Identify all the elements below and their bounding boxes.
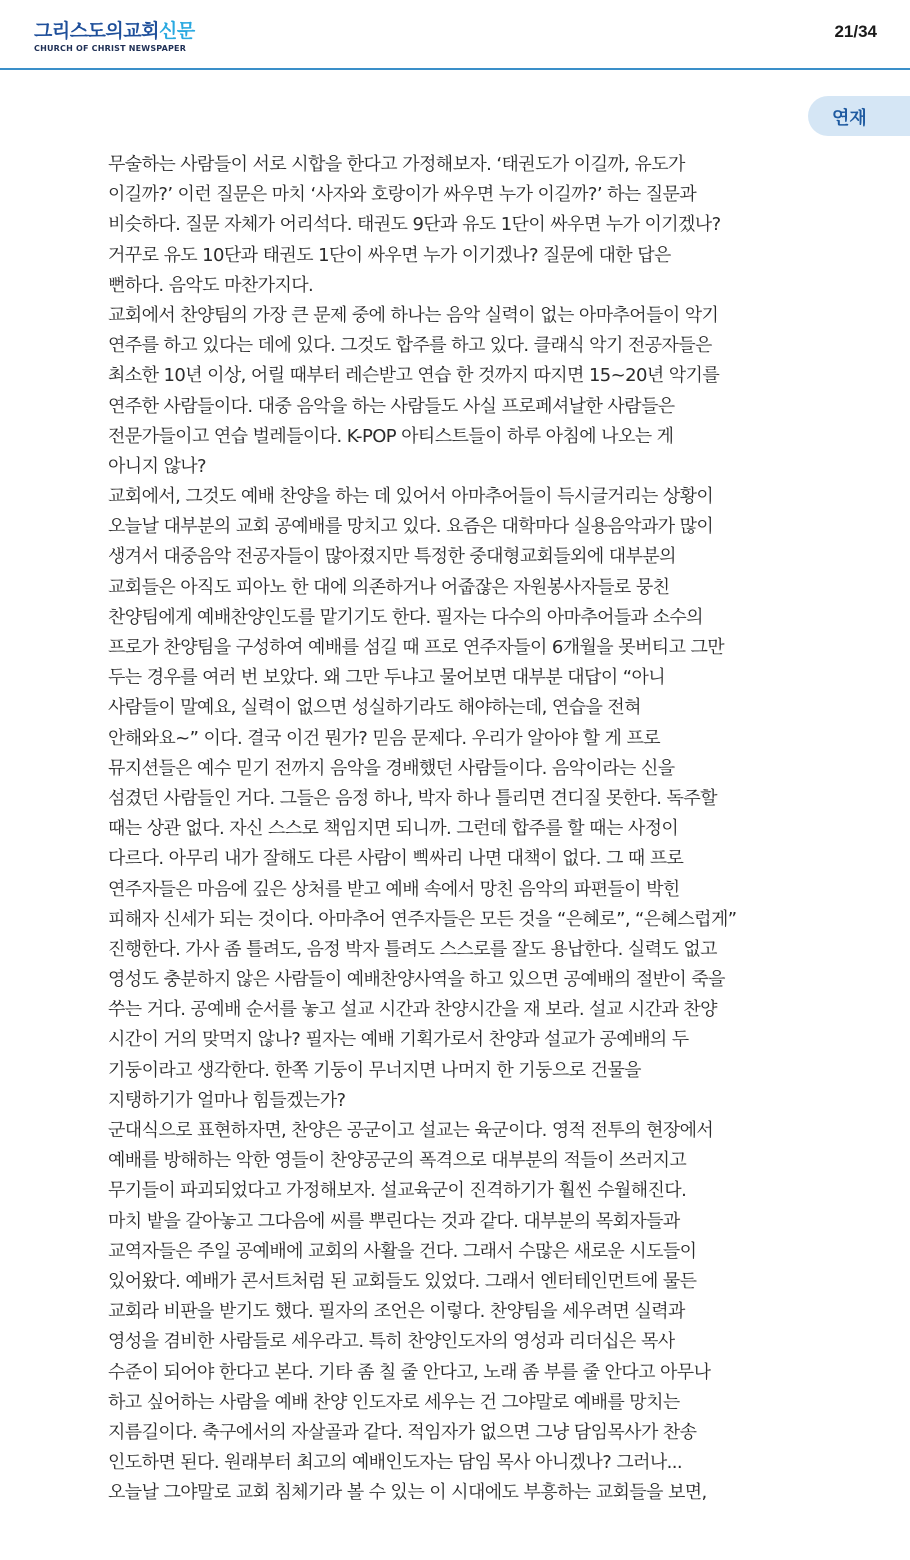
article-line: 두는 경우를 여러 번 보았다. 왜 그만 두냐고 물어보면 대부분 대답이 “아니 <box>108 667 666 689</box>
newspaper-logo <box>34 20 195 54</box>
article-line: 교회들은 아직도 피아노 한 대에 의존하거나 어줍잖은 자원봉사자들로 뭉친 <box>108 576 670 598</box>
page-number: 21/34 <box>834 22 877 41</box>
article-line: 무기들이 파괴되었다고 가정해보자. 설교육군이 진격하기가 훨씬 수월해진다. <box>108 1180 687 1202</box>
article-line: 무술하는 사람들이 서로 시합을 한다고 가정해보자. ‘태권도가 이길까, 유도가 <box>108 154 685 175</box>
article-line: 진행한다. 가사 좀 틀려도, 음정 박자 틀려도 스스로를 잘도 용납한다. 실력도 없고 <box>108 938 717 960</box>
logo-korean-title <box>34 20 195 42</box>
article-line: 하고 싶어하는 사람을 예배 찬양 인도자로 세우는 건 그야말로 예배를 망치는 <box>108 1391 680 1413</box>
article-line: 안해와요~” 이다. 결국 이건 뭔가? 믿음 문제다. 우리가 알아야 할 게 프로 <box>108 727 661 749</box>
article-line: 최소한 10년 이상, 어릴 때부터 레슨받고 연습 한 것까지 따지면 15~20년 악기를 <box>108 365 720 387</box>
article-body <box>108 150 808 1508</box>
article-line: 교회에서 찬양팀의 가장 큰 문제 중에 하나는 음악 실력이 없는 아마추어들이 악기 <box>108 304 719 326</box>
article-line: 지탱하기가 얼마나 힘들겠는가? <box>108 1089 346 1111</box>
article-line: 사람들이 말예요, 실력이 없으면 성실하기라도 해야하는데, 연습을 전혀 <box>108 697 641 719</box>
article-line: 이길까?’ 이런 질문은 마치 ‘사자와 호랑이가 싸우면 누가 이길까?’ 하는 질문과 <box>108 184 697 206</box>
article-line: 교회라 비판을 받기도 했다. 필자의 조언은 이렇다. 찬양팀을 세우려면 실력과 <box>108 1301 685 1323</box>
article-line: 수준이 되어야 한다고 본다. 기타 좀 칠 줄 안다고, 노래 좀 부를 줄 안다고 아무나 <box>108 1361 711 1383</box>
article-line: 영성도 충분하지 않은 사람들이 예배찬양사역을 하고 있으면 공예배의 절반이 죽을 <box>108 969 725 991</box>
article-line: 마치 밭을 갈아놓고 그다음에 씨를 뿌린다는 것과 같다. 대부분의 목회자들과 <box>108 1210 680 1232</box>
article-line: 있어왔다. 예배가 콘서트처럼 된 교회들도 있었다. 그래서 엔터테인먼트에 물든 <box>108 1270 697 1292</box>
page-header <box>0 0 910 70</box>
article-line: 연주를 하고 있다는 데에 있다. 그것도 합주를 하고 있다. 클래식 악기 전공자들은 <box>108 335 712 357</box>
article-line: 연주한 사람들이다. 대중 음악을 하는 사람들도 사실 프로페셔날한 사람들은 <box>108 395 675 417</box>
article-line: 비슷하다. 질문 자체가 어리석다. 태권도 9단과 유도 1단이 싸우면 누가 이기겠나? <box>108 214 721 236</box>
article-line: 섬겼던 사람들인 거다. 그들은 음정 하나, 박자 하나 틀리면 견디질 못한다. 독주할 <box>108 787 717 809</box>
article-line: 영성을 겸비한 사람들로 세우라고. 특히 찬양인도자의 영성과 리더십은 목사 <box>108 1331 675 1353</box>
article-line: 지름길이다. 축구에서의 자살골과 같다. 적임자가 없으면 그냥 담임목사가 찬송 <box>108 1421 697 1443</box>
article-line: 예배를 방해하는 악한 영들이 찬양공군의 폭격으로 대부분의 적들이 쓰러지고 <box>108 1150 687 1172</box>
article-line: 뮤지션들은 예수 믿기 전까지 음악을 경배했던 사람들이다. 음악이라는 신을 <box>108 757 675 779</box>
article-line: 오늘날 그야말로 교회 침체기라 볼 수 있는 이 시대에도 부흥하는 교회들을 보면, <box>108 1482 707 1504</box>
article-line: 아니지 않나? <box>108 455 207 477</box>
article-line: 생겨서 대중음악 전공자들이 많아졌지만 특정한 중대형교회들외에 대부분의 <box>108 546 676 568</box>
article-line: 인도하면 된다. 원래부터 최고의 예배인도자는 담임 목사 아니겠나? 그러나... <box>108 1452 683 1474</box>
article-line: 거꾸로 유도 10단과 태권도 1단이 싸우면 누가 이기겠나? 질문에 대한 답은 <box>108 244 671 266</box>
logo-title-accent: 신문 <box>158 20 195 42</box>
section-tab-label: 연재 <box>832 108 867 129</box>
logo-english-subtitle: CHURCH OF CHRIST NEWSPAPER <box>34 44 187 53</box>
article-line: 다르다. 아무리 내가 잘해도 다른 사람이 삑싸리 나면 대책이 없다. 그 때 프로 <box>108 848 684 870</box>
article-line: 군대식으로 표현하자면, 찬양은 공군이고 설교는 육군이다. 영적 전투의 현장에서 <box>108 1120 714 1141</box>
article-line: 프로가 찬양팀을 구성하여 예배를 섬길 때 프로 연주자들이 6개월을 못버티고 그만 <box>108 637 725 658</box>
article-line: 피해자 신세가 되는 것이다. 아마추어 연주자들은 모든 것을 “은혜로”, “은혜스럽게” <box>108 908 737 930</box>
article-line: 기둥이라고 생각한다. 한쪽 기둥이 무너지면 나머지 한 기둥으로 건물을 <box>108 1059 641 1081</box>
article-line: 교회에서, 그것도 예배 찬양을 하는 데 있어서 아마추어들이 득시글거리는 상황이 <box>108 486 714 508</box>
article-line: 뻔하다. 음악도 마찬가지다. <box>108 274 314 296</box>
article-line: 시간이 거의 맞먹지 않나? 필자는 예배 기획가로서 찬양과 설교가 공예배의 두 <box>108 1029 689 1051</box>
article-line: 연주자들은 마음에 깊은 상처를 받고 예배 속에서 망친 음악의 파편들이 박힌 <box>108 878 680 900</box>
article-line: 교역자들은 주일 공예배에 교회의 사활을 건다. 그래서 수많은 새로운 시도들이 <box>108 1240 697 1262</box>
article-line: 때는 상관 없다. 자신 스스로 책임지면 되니까. 그런데 합주를 할 때는 사정이 <box>108 818 679 840</box>
article-line: 쑤는 거다. 공예배 순서를 놓고 설교 시간과 찬양시간을 재 보라. 설교 시간과 찬양 <box>108 999 717 1021</box>
logo-title-main: 그리스도의교회 <box>34 20 159 42</box>
article-line: 찬양팀에게 예배찬양인도를 맡기기도 한다. 필자는 다수의 아마추어들과 소수의 <box>108 606 703 628</box>
section-tab <box>808 96 910 136</box>
article-line: 오늘날 대부분의 교회 공예배를 망치고 있다. 요즘은 대학마다 실용음악과가 많이 <box>108 516 714 538</box>
article-line: 전문가들이고 연습 벌레들이다. K-POP 아티스트들이 하루 아침에 나오는 게 <box>108 425 674 447</box>
